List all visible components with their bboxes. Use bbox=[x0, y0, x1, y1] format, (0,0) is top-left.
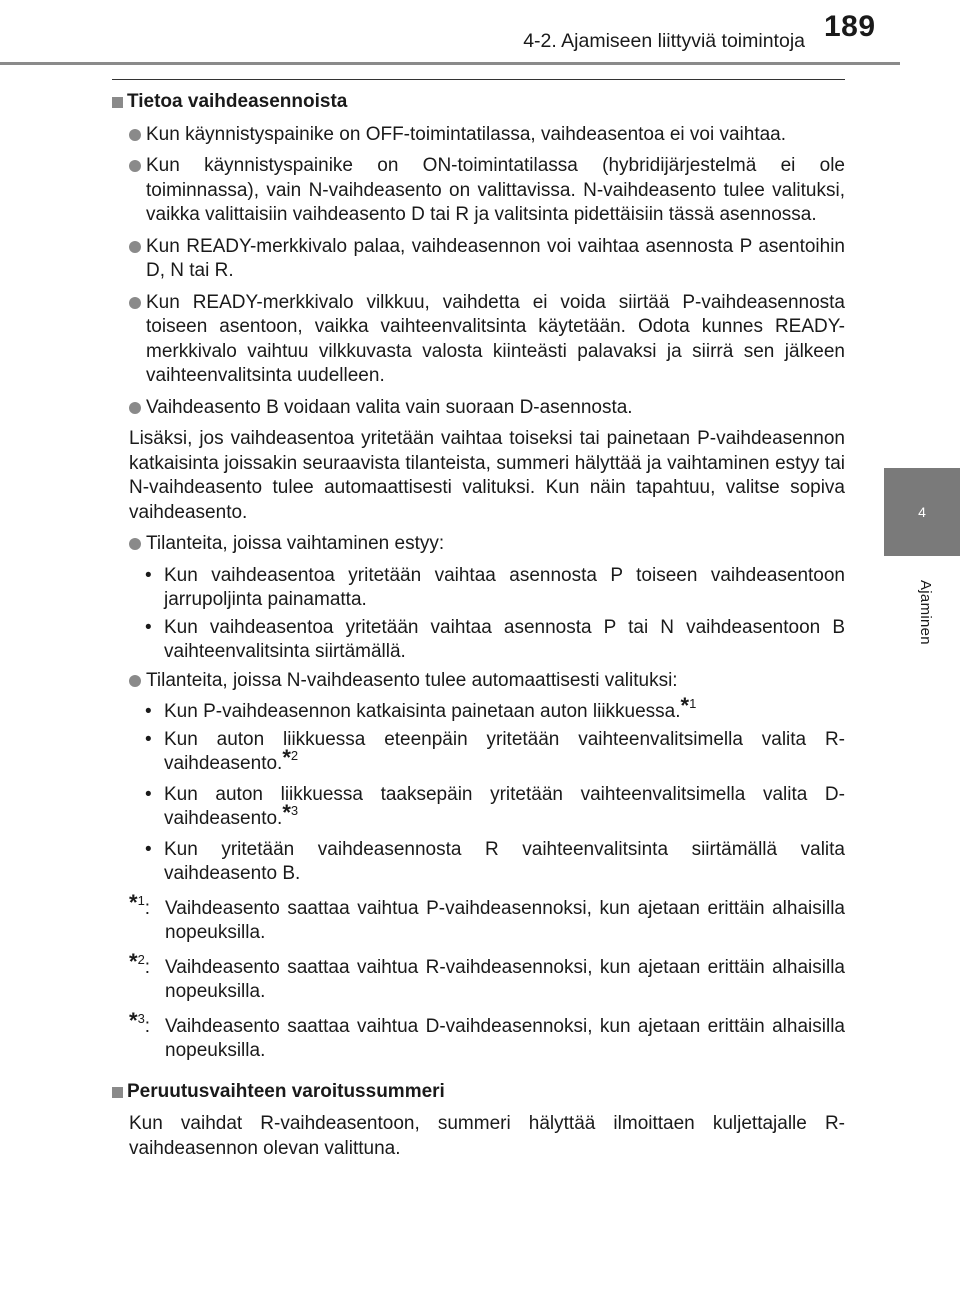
header-rule bbox=[0, 62, 900, 65]
sub-item-text: Kun P-vaihdeasennon katkaisinta painetaan auton liikkuessa. bbox=[164, 701, 681, 722]
footnote-marker bbox=[129, 948, 151, 981]
footnote-number: 2 bbox=[137, 951, 145, 967]
footnote-text: Vaihdeasento saattaa vaihtua D-vaihdeasennoksi, kun ajetaan erittäin alhaisilla nopeuksilla. bbox=[165, 1015, 845, 1061]
footnote bbox=[112, 889, 845, 946]
footnote-text: Vaihdeasento saattaa vaihtua P-vaihdeasennoksi, kun ajetaan erittäin alhaisilla nopeuksilla. bbox=[165, 897, 845, 943]
footnote-number: 3 bbox=[137, 1010, 145, 1026]
chapter-tab[interactable] bbox=[884, 468, 960, 556]
bullet-item: Vaihdeasento B voidaan valita vain suoraan D-asennosta. bbox=[112, 396, 845, 421]
footnote-star: * bbox=[282, 745, 291, 770]
bullet-item: Kun READY-merkkivalo vilkkuu, vaihdetta ei voida siirtää P-vaihdeasennosta toiseen asentoon, vaikka vaihteenvalitsinta käytetään. Odota kunnes READY-merkkivalo vaihtuu vilkkuvasta valosta kiinteästi palavaksi ja siirrä sen jälkeen vaihteenvalitsinta uudelleen. bbox=[112, 291, 845, 389]
footnote-number: 1 bbox=[137, 892, 145, 908]
sub-item bbox=[112, 728, 845, 777]
footnote-star: * bbox=[129, 948, 138, 974]
sub-item bbox=[112, 783, 845, 832]
bullet-prevented-shifting: Tilanteita, joissa vaihtaminen estyy: bbox=[112, 532, 845, 557]
footnote-colon: : bbox=[144, 897, 151, 919]
content-rule bbox=[112, 79, 845, 80]
running-head: 4-2. Ajamiseen liittyviä toimintoja bbox=[523, 30, 805, 52]
bullet-item: Kun käynnistyspainike on ON-toimintatilassa (hybridijärjestelmä ei ole toiminnassa), vain N-vaihdeasento on valittavissa. N-vaihdeasento tulee valituksi, vaikka valittaisiin vaihdeasento D tai R ja valitsinta pidettäisiin tässä asennossa. bbox=[112, 154, 845, 228]
bullet-auto-neutral: Tilanteita, joissa N-vaihdeasento tulee automaattisesti valituksi: bbox=[112, 669, 845, 694]
section-heading-reverse-buzzer: Peruutusvaihteen varoitussummeri bbox=[112, 1080, 845, 1105]
footnote-star: * bbox=[680, 693, 690, 718]
footnote-marker bbox=[129, 1007, 151, 1040]
footnote bbox=[112, 948, 845, 1005]
bullet-item: Kun käynnistyspainike on OFF-toimintatilassa, vaihdeasentoa ei voi vaihtaa. bbox=[112, 123, 845, 148]
page-number: 189 bbox=[824, 10, 876, 43]
chapter-tab-number: 4 bbox=[918, 504, 926, 520]
sub-item: • Kun yritetään vaihdeasennosta R vaihteenvalitsinta siirtämällä valita vaihdeasento B. bbox=[112, 838, 845, 887]
footnote-ref: 2 bbox=[290, 748, 299, 763]
footnote-ref: 1 bbox=[689, 696, 697, 711]
footnote-star: * bbox=[129, 889, 138, 915]
footnote-marker bbox=[129, 889, 151, 922]
section-heading-gear-positions: Tietoa vaihdeasennoista bbox=[112, 90, 845, 115]
footnote-text: Vaihdeasento saattaa vaihtua R-vaihdeasennoksi, kun ajetaan erittäin alhaisilla nopeuksilla. bbox=[165, 956, 845, 1002]
paragraph-shift-conditions: Lisäksi, jos vaihdeasentoa yritetään vaihtaa toiseksi tai painetaan P-vaihdeasennon katkaisinta joissakin seuraavista tilanteista, summeri hälyttää ja vaihtaminen estyy tai N-vaihdeasento tulee automaattisesti valituksi. Kun näin tapahtuu, valitse sopiva vaihdeasento. bbox=[129, 428, 845, 523]
footnote-colon: : bbox=[144, 1015, 151, 1037]
sub-item: • Kun vaihdeasentoa yritetään vaihtaa asennosta P toiseen vaihdeasentoon jarrupoljinta painamatta. bbox=[112, 564, 845, 613]
footnote bbox=[112, 1007, 845, 1064]
footnote-colon: : bbox=[144, 956, 151, 978]
bullet-item: Kun READY-merkkivalo palaa, vaihdeasennon voi vaihtaa asennosta P asentoihin D, N tai R. bbox=[112, 235, 845, 284]
sub-item bbox=[112, 693, 845, 725]
footnote-ref: 3 bbox=[290, 803, 299, 818]
chapter-label: Ajaminen bbox=[917, 580, 934, 645]
paragraph-reverse-buzzer: Kun vaihdat R-vaihdeasentoon, summeri hälyttää ilmoittaen kuljettajalle R-vaihdeasennon olevan valittuna. bbox=[129, 1113, 845, 1159]
footnote-star: * bbox=[282, 800, 291, 825]
main-content bbox=[112, 88, 845, 1168]
sub-item: • Kun vaihdeasentoa yritetään vaihtaa asennosta P tai N vaihdeasentoon B vaihteenvalitsinta siirtämällä. bbox=[112, 616, 845, 665]
sub-item-text: Kun auton liikkuessa taaksepäin yritetään vaihteenvalitsimella valita D-vaihdeasento. bbox=[164, 783, 845, 829]
footnote-star: * bbox=[129, 1007, 138, 1033]
sub-item-text: Kun auton liikkuessa eteenpäin yritetään vaihteenvalitsimella valita R-vaihdeasento. bbox=[164, 728, 845, 774]
